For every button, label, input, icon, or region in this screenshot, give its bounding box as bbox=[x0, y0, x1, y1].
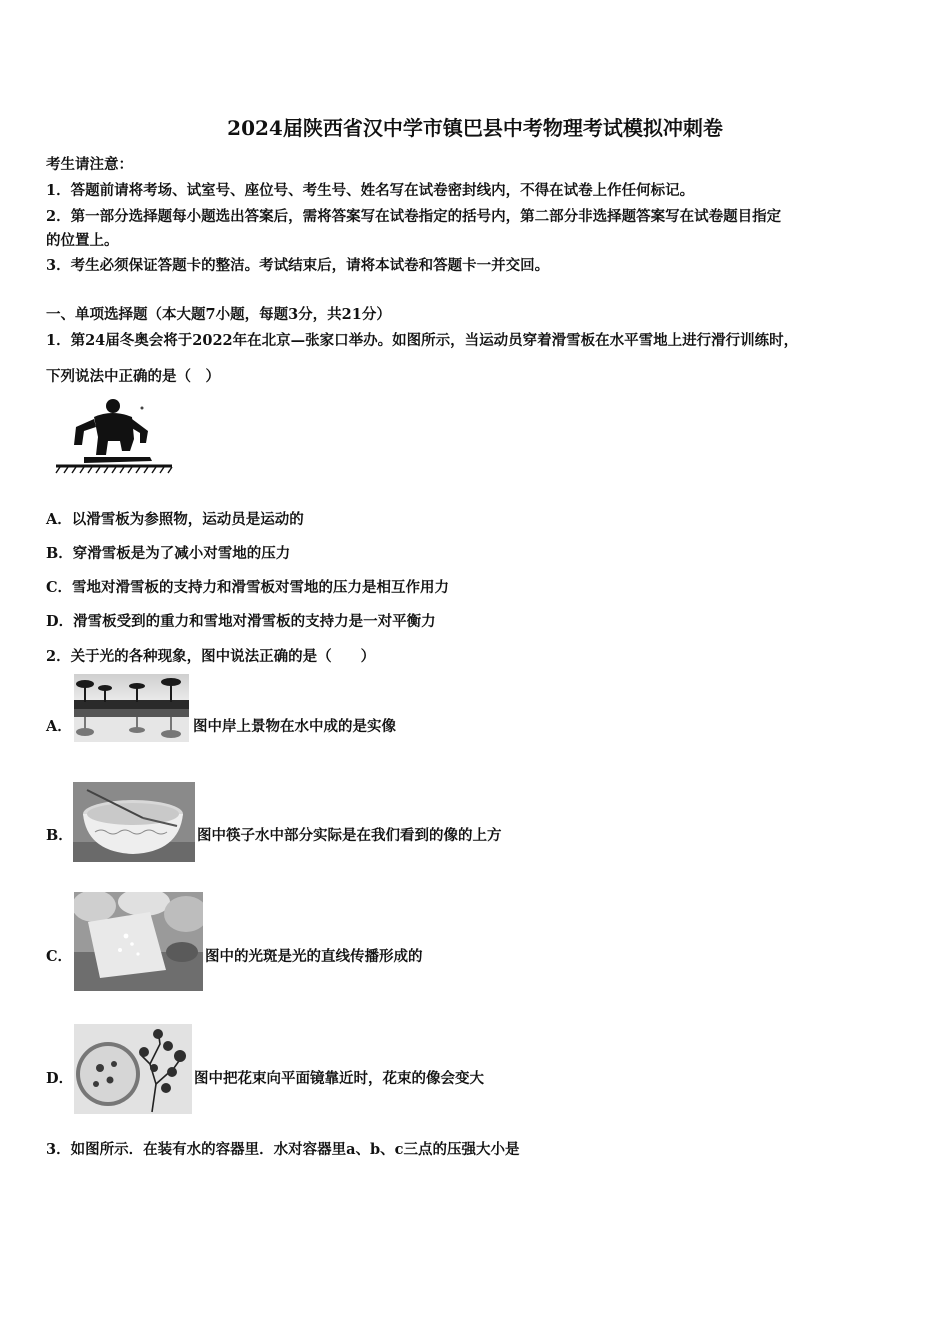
option-letter: B． bbox=[46, 827, 73, 844]
notice-item: 3．考生必须保证答题卡的整洁。考试结束后，请将本试卷和答题卡一并交回。 bbox=[46, 257, 550, 274]
question-2-stem: 2．关于光的各种现象，图中说法正确的是（ ） bbox=[46, 648, 376, 665]
notice-item: 1．答题前请将考场、试室号、座位号、考生号、姓名写在试卷密封线内，不得在试卷上作任何标记。 bbox=[46, 182, 695, 199]
skier-figure bbox=[54, 395, 176, 477]
option-text: 图中筷子水中部分实际是在我们看到的像的上方 bbox=[197, 827, 502, 844]
notice-item: 2．第一部分选择题每小题选出答案后，需将答案写在试卷指定的括号内，第二部分非选择题答案写在试卷题目指定 bbox=[46, 208, 782, 225]
question-1-stem: 1．第24届冬奥会将于2022年在北京—张家口举办。如图所示，当运动员穿着滑雪板在水平雪地上进行滑行训练时， bbox=[46, 332, 799, 349]
question-3-stem: 3．如图所示．在装有水的容器里．水对容器里a、b、c三点的压强大小是 bbox=[46, 1141, 520, 1158]
notice-item: 的位置上。 bbox=[46, 232, 119, 249]
chopsticks-bowl-photo bbox=[73, 782, 195, 862]
question-1-option: C．雪地对滑雪板的支持力和滑雪板对雪地的压力是相互作用力 bbox=[46, 579, 450, 596]
question-1-stem: 下列说法中正确的是（ ） bbox=[46, 368, 220, 385]
light-spot-photo bbox=[74, 892, 203, 991]
mirror-flowers-photo bbox=[74, 1024, 192, 1114]
notice-heading: 考生请注意： bbox=[46, 156, 133, 173]
reflection-photo bbox=[74, 674, 189, 742]
option-text: 图中岸上景物在水中成的是实像 bbox=[193, 718, 396, 735]
question-1-option: B．穿滑雪板是为了减小对雪地的压力 bbox=[46, 545, 291, 562]
option-letter: A． bbox=[46, 718, 72, 735]
page-title: 2024届陕西省汉中学市镇巴县中考物理考试模拟冲刺卷 bbox=[227, 116, 723, 140]
option-letter: C． bbox=[46, 948, 73, 965]
option-text: 图中把花束向平面镜靠近时，花束的像会变大 bbox=[194, 1070, 484, 1087]
option-letter: D． bbox=[46, 1070, 74, 1087]
option-text: 图中的光斑是光的直线传播形成的 bbox=[205, 948, 423, 965]
section-heading: 一、单项选择题（本大题7小题，每题3分，共21分） bbox=[46, 306, 391, 323]
question-1-option: A．以滑雪板为参照物，运动员是运动的 bbox=[46, 511, 304, 528]
question-1-option: D．滑雪板受到的重力和雪地对滑雪板的支持力是一对平衡力 bbox=[46, 613, 436, 630]
